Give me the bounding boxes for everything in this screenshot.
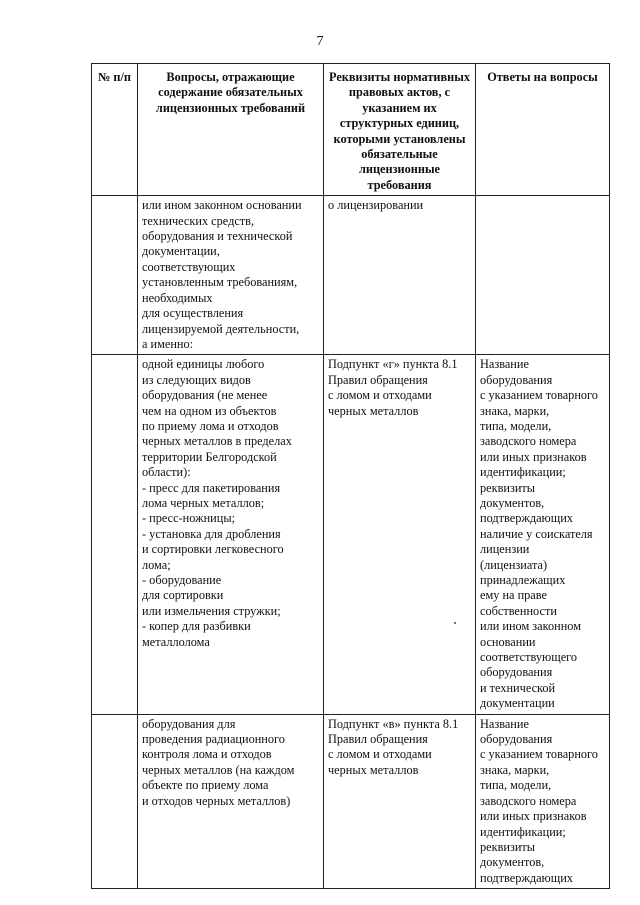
text-line: соответствующего xyxy=(480,650,578,665)
text-line: для осуществления xyxy=(142,306,244,321)
text-line: и сортировки легковесного xyxy=(142,542,284,557)
text-line: черных металлов (на каждом xyxy=(142,762,295,777)
text-line: по приему лома и отходов xyxy=(142,418,279,433)
question-cell xyxy=(138,714,324,888)
text-line: лицензии xyxy=(480,542,530,557)
text-line: или иных признаков xyxy=(480,809,587,824)
table-row xyxy=(92,196,610,355)
text-line: собственности xyxy=(480,603,557,618)
text-line: знака, марки, xyxy=(480,403,550,418)
text-line: Подпункт «г» пункта 8.1 xyxy=(328,357,458,372)
text-line: - пресс для пакетирования xyxy=(142,480,281,495)
text-line: черных металлов xyxy=(328,403,419,418)
text-line: ему на праве xyxy=(480,588,547,603)
answer-cell xyxy=(476,196,610,355)
text-line: Название xyxy=(480,357,529,372)
text-line: проведения радиационного xyxy=(142,732,285,747)
header-answers: Ответы на вопросы xyxy=(476,64,610,196)
text-line: или иных признаков xyxy=(480,449,587,464)
text-line: лома черных металлов; xyxy=(142,495,265,510)
text-line: и отходов черных металлов) xyxy=(142,793,291,808)
text-line: основании xyxy=(480,634,536,649)
text-line: Правил обращения xyxy=(328,372,428,387)
text-line: черных металлов xyxy=(328,762,419,777)
text-line: а именно: xyxy=(142,336,194,351)
text-line: (лицензиата) xyxy=(480,557,548,572)
text-line: идентификации; xyxy=(480,824,566,839)
reference-cell xyxy=(324,714,476,888)
text-line: документации, xyxy=(142,244,220,259)
text-line: территории Белгородской xyxy=(142,449,277,464)
text-line: документации xyxy=(480,696,555,711)
text-line: о лицензировании xyxy=(328,198,424,213)
text-line: и технической xyxy=(480,680,556,695)
scan-dot xyxy=(454,622,456,624)
text-line: с указанием товарного xyxy=(480,747,598,762)
text-line: Подпункт «в» пункта 8.1 xyxy=(328,716,459,731)
text-line: - пресс-ножницы; xyxy=(142,511,236,526)
text-line: документов, xyxy=(480,855,545,870)
text-line: из следующих видов xyxy=(142,372,251,387)
text-line: необходимых xyxy=(142,290,213,305)
text-line: оборудования xyxy=(480,665,553,680)
answer-cell xyxy=(476,355,610,714)
text-line: лицензируемой деятельности, xyxy=(142,321,300,336)
text-line: подтверждающих xyxy=(480,511,573,526)
table-row xyxy=(92,714,610,888)
text-line: технических средств, xyxy=(142,213,255,228)
text-line: с указанием товарного xyxy=(480,388,598,403)
text-line: одной единицы любого xyxy=(142,357,265,372)
text-line: типа, модели, xyxy=(480,778,552,793)
text-line: - установка для дробления xyxy=(142,526,281,541)
row-number-cell xyxy=(92,355,138,714)
text-line: документов, xyxy=(480,495,545,510)
text-line: для сортировки xyxy=(142,588,224,603)
row-number-cell xyxy=(92,714,138,888)
text-line: соответствующих xyxy=(142,259,236,274)
question-cell xyxy=(138,355,324,714)
text-line: оборудования (не менее xyxy=(142,388,268,403)
text-line: - копер для разбивки xyxy=(142,619,251,634)
table-header-row xyxy=(92,64,610,196)
text-line: или ином законном xyxy=(480,619,581,634)
page-number: 7 xyxy=(316,34,324,49)
text-line: оборудования для xyxy=(142,716,236,731)
reference-cell xyxy=(324,196,476,355)
text-line: принадлежащих xyxy=(480,573,566,587)
header-questions: Вопросы, отражающие содержание обязательных лицензионных требований xyxy=(138,64,324,196)
text-line: Название xyxy=(480,716,529,731)
question-cell xyxy=(138,196,324,355)
text-line: типа, модели, xyxy=(480,418,552,433)
text-line: оборудования xyxy=(480,372,553,387)
text-line: знака, марки, xyxy=(480,762,550,777)
text-line: оборудования xyxy=(480,732,553,747)
answer-cell xyxy=(476,714,610,888)
text-line: металлолома xyxy=(142,634,210,649)
text-line: объекте по приему лома xyxy=(142,778,269,793)
row-number-cell xyxy=(92,196,138,355)
text-line: с ломом и отходами xyxy=(328,747,432,762)
text-line: лома; xyxy=(142,557,171,572)
text-line: контроля лома и отходов xyxy=(142,747,272,762)
text-line: наличие у соискателя xyxy=(480,526,593,541)
license-requirements-table xyxy=(91,63,610,889)
text-line: чем на одном из объектов xyxy=(142,403,277,418)
text-line: - оборудование xyxy=(142,573,222,587)
text-line: подтверждающих xyxy=(480,870,573,885)
text-line: заводского номера xyxy=(480,793,577,808)
header-references: Реквизиты нормативных правовых актов, с указанием их структурных единиц, которыми установлены обязательные лицензионные требования xyxy=(324,64,476,196)
text-line: или ином законном основании xyxy=(142,198,302,213)
text-line: с ломом и отходами xyxy=(328,388,432,403)
text-line: Правил обращения xyxy=(328,732,428,747)
text-line: идентификации; xyxy=(480,465,566,480)
header-number: № п/п xyxy=(92,64,138,196)
text-line: реквизиты xyxy=(480,839,536,854)
text-line: установленным требованиям, xyxy=(142,275,298,290)
text-line: области): xyxy=(142,465,191,480)
table-row xyxy=(92,355,610,714)
text-line: оборудования и технической xyxy=(142,229,293,244)
text-line: или измельчения стружки; xyxy=(142,603,281,618)
text-line: реквизиты xyxy=(480,480,536,495)
reference-cell xyxy=(324,355,476,714)
text-line: заводского номера xyxy=(480,434,577,449)
text-line: черных металлов в пределах xyxy=(142,434,292,449)
